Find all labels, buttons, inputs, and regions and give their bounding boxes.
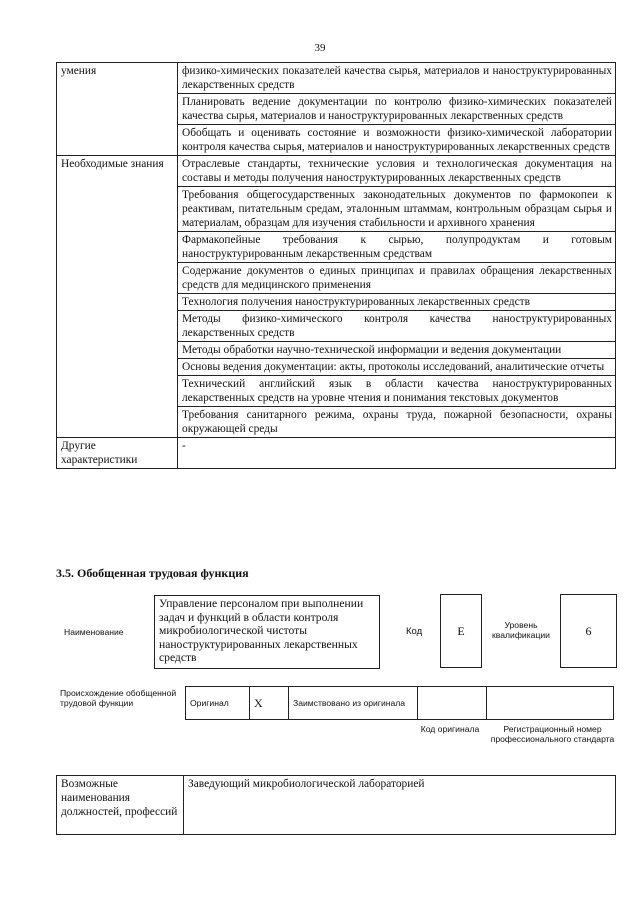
positions-table [56, 775, 616, 835]
table-cell: Требования санитарного режима, охраны труда, пожарной безопасности, охраны окружающей среды [178, 407, 616, 438]
table-row [57, 156, 616, 187]
positions-label: Возможные наименования должностей, профессий [57, 776, 184, 835]
table-cell: - [178, 438, 616, 469]
positions-value: Заведующий микробиологической лабораторией [184, 776, 616, 835]
row-label-other: Другие характеристики [57, 438, 178, 469]
skills-knowledge-table [56, 62, 616, 469]
origin-table [185, 686, 614, 720]
name-label: Наименование [64, 627, 124, 637]
original-mark: X [250, 687, 289, 720]
table-row [57, 438, 616, 469]
original-label: Оригинал [186, 687, 250, 720]
level-value-box: 6 [560, 594, 617, 668]
reg-number-label: Регистрационный номер профессионального стандарта [490, 724, 615, 744]
table-row [57, 63, 616, 94]
table-row [57, 776, 616, 835]
origin-label: Происхождение обобщенной трудовой функции [60, 688, 177, 708]
table-cell: Содержание документов о единых принципах и правилах обращения лекарственных средств для медицинского применения [178, 263, 616, 294]
reg-number-cell [487, 687, 614, 720]
row-label-skills: умения [57, 63, 178, 156]
borrowed-label: Заимствовано из оригинала [289, 687, 418, 720]
level-label: Уровень квалификации [492, 620, 550, 640]
table-row [186, 687, 614, 720]
table-cell: Требования общегосударственных законодательных документов по фармокопеи к реактивам, питательным средам, эталонным штаммам, контрольным образцам сырья и материалам, образцам для изучения стабильности и архивного хранения [178, 187, 616, 232]
table-cell: Технический английский язык в области качества наноструктурированных лекарственных средств на уровне чтения и понимания текстовых документов [178, 376, 616, 407]
code-original-cell [418, 687, 487, 720]
code-label: Код [406, 626, 423, 637]
table-cell: физико-химических показателей качества сырья, материалов и наноструктурированных лекарственных средств [178, 63, 616, 94]
code-original-label: Код оригинала [420, 724, 480, 734]
function-name-box: Управление персоналом при выполнении задач и функций в области контроля микробиологической чистоты наноструктурированных лекарственных средств [154, 595, 380, 669]
table-cell: Методы обработки научно-технической информации и ведения документации [178, 342, 616, 359]
table-cell: Фармакопейные требования к сырью, полупродуктам и готовым наноструктурированным лекарственным средствам [178, 232, 616, 263]
table-cell: Обобщать и оценивать состояние и возможности физико-химической лаборатории контроля качества сырья, материалов и наноструктурированных лекарственных средств [178, 125, 616, 156]
table-cell: Методы физико-химического контроля качества наноструктурированных лекарственных средств [178, 311, 616, 342]
page-number: 39 [314, 42, 326, 54]
row-label-knowledge: Необходимые знания [57, 156, 178, 438]
section-title: 3.5. Обобщенная трудовая функция [56, 566, 249, 580]
table-cell: Отраслевые стандарты, технические условия и технологическая документация на составы и методы получения наноструктурированных лекарственных средств [178, 156, 616, 187]
table-cell: Технология получения наноструктурированных лекарственных средств [178, 294, 616, 311]
table-cell: Основы ведения документации: акты, протоколы исследований, аналитические отчеты [178, 359, 616, 376]
table-cell: Планировать ведение документации по контролю физико-химических показателей качества сырья, материалов и наноструктурированных лекарственных средств [178, 94, 616, 125]
code-value-box: E [440, 594, 482, 668]
